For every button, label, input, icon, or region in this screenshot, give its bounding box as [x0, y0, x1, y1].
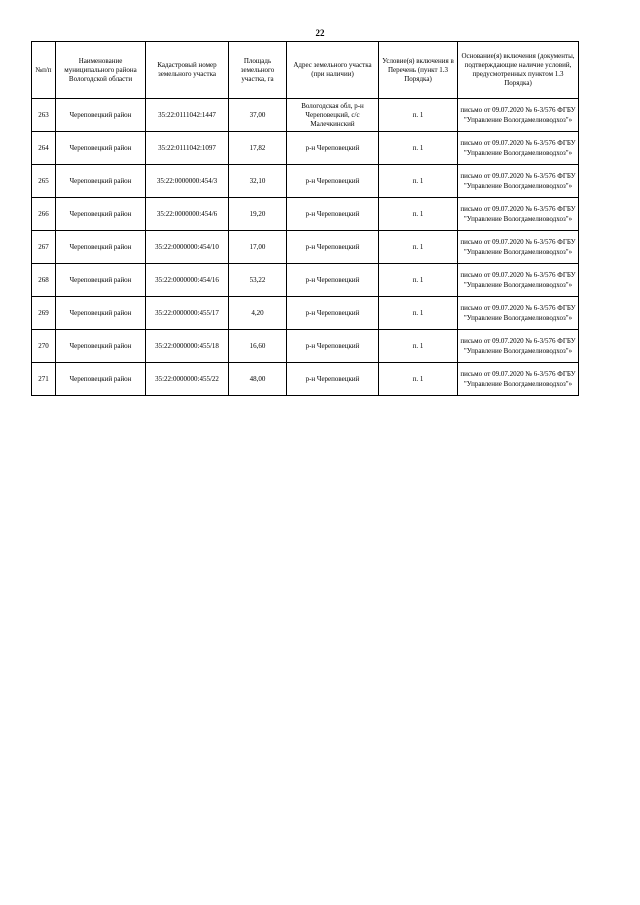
- table-row: [32, 330, 579, 363]
- land-registry-table: [31, 41, 579, 396]
- table-row: [32, 297, 579, 330]
- cell-district: Череповецкий район: [56, 132, 146, 165]
- cell-condition: п. 1: [379, 330, 458, 363]
- cell-cadastral: 35:22:0000000:455/17: [146, 297, 229, 330]
- cell-condition: п. 1: [379, 363, 458, 396]
- cell-address: р-н Череповецкий: [287, 264, 379, 297]
- cell-basis: письмо от 09.07.2020 № 6-3/576 ФГБУ "Управление Вологдамелиоводхоз"»: [458, 264, 579, 297]
- cell-number: 263: [32, 99, 56, 132]
- cell-number: 265: [32, 165, 56, 198]
- cell-address: р-н Череповецкий: [287, 297, 379, 330]
- cell-cadastral: 35:22:0000000:454/3: [146, 165, 229, 198]
- cell-number: 270: [32, 330, 56, 363]
- page-number: 22: [315, 28, 325, 38]
- cell-condition: п. 1: [379, 231, 458, 264]
- cell-condition: п. 1: [379, 198, 458, 231]
- cell-number: 269: [32, 297, 56, 330]
- table-row: [32, 99, 579, 132]
- cell-basis: письмо от 09.07.2020 № 6-3/576 ФГБУ "Управление Вологдамелиоводхоз"»: [458, 132, 579, 165]
- header-cell-area: Площадь земельного участка, га: [229, 42, 287, 99]
- table-header: [32, 42, 579, 99]
- cell-cadastral: 35:22:0000000:454/16: [146, 264, 229, 297]
- cell-address: р-н Череповецкий: [287, 231, 379, 264]
- cell-basis: письмо от 09.07.2020 № 6-3/576 ФГБУ "Управление Вологдамелиоводхоз"»: [458, 330, 579, 363]
- cell-number: 264: [32, 132, 56, 165]
- cell-condition: п. 1: [379, 264, 458, 297]
- cell-condition: п. 1: [379, 132, 458, 165]
- header-cell-address: Адрес земельного участка (при наличии): [287, 42, 379, 99]
- cell-basis: письмо от 09.07.2020 № 6-3/576 ФГБУ "Управление Вологдамелиоводхоз"»: [458, 231, 579, 264]
- cell-cadastral: 35:22:0000000:455/22: [146, 363, 229, 396]
- cell-number: 266: [32, 198, 56, 231]
- cell-cadastral: 35:22:0111042:1447: [146, 99, 229, 132]
- cell-basis: письмо от 09.07.2020 № 6-3/576 ФГБУ "Управление Вологдамелиоводхоз"»: [458, 99, 579, 132]
- cell-area: 53,22: [229, 264, 287, 297]
- cell-cadastral: 35:22:0000000:454/10: [146, 231, 229, 264]
- cell-area: 17,00: [229, 231, 287, 264]
- cell-district: Череповецкий район: [56, 264, 146, 297]
- table-row: [32, 132, 579, 165]
- cell-cadastral: 35:22:0111042:1097: [146, 132, 229, 165]
- cell-basis: письмо от 09.07.2020 № 6-3/576 ФГБУ "Управление Вологдамелиоводхоз"»: [458, 363, 579, 396]
- cell-area: 37,00: [229, 99, 287, 132]
- cell-district: Череповецкий район: [56, 297, 146, 330]
- cell-number: 267: [32, 231, 56, 264]
- cell-address: р-н Череповецкий: [287, 132, 379, 165]
- cell-district: Череповецкий район: [56, 330, 146, 363]
- cell-address: р-н Череповецкий: [287, 363, 379, 396]
- cell-district: Череповецкий район: [56, 198, 146, 231]
- cell-address: Вологодская обл, р-н Череповецкий, с/с Малечкинский: [287, 99, 379, 132]
- cell-area: 17,82: [229, 132, 287, 165]
- cell-area: 4,20: [229, 297, 287, 330]
- cell-condition: п. 1: [379, 165, 458, 198]
- header-cell-cadastral: Кадастровый номер земельного участка: [146, 42, 229, 99]
- cell-basis: письмо от 09.07.2020 № 6-3/576 ФГБУ "Управление Вологдамелиоводхоз"»: [458, 198, 579, 231]
- header-cell-basis: Основание(я) включения (документы, подтверждающие наличие условий, предусмотренных пунктом 1.3 Порядка): [458, 42, 579, 99]
- table-body: [32, 99, 579, 396]
- cell-cadastral: 35:22:0000000:454/6: [146, 198, 229, 231]
- cell-address: р-н Череповецкий: [287, 165, 379, 198]
- cell-number: 268: [32, 264, 56, 297]
- cell-district: Череповецкий район: [56, 363, 146, 396]
- table-row: [32, 198, 579, 231]
- header-cell-condition: Условие(я) включения в Перечень (пункт 1.3 Порядка): [379, 42, 458, 99]
- cell-cadastral: 35:22:0000000:455/18: [146, 330, 229, 363]
- cell-condition: п. 1: [379, 99, 458, 132]
- header-cell-district: Наименование муниципального района Вологодской области: [56, 42, 146, 99]
- cell-area: 19,20: [229, 198, 287, 231]
- table-row: [32, 231, 579, 264]
- cell-address: р-н Череповецкий: [287, 330, 379, 363]
- cell-address: р-н Череповецкий: [287, 198, 379, 231]
- table-row: [32, 264, 579, 297]
- cell-area: 48,00: [229, 363, 287, 396]
- cell-basis: письмо от 09.07.2020 № 6-3/576 ФГБУ "Управление Вологдамелиоводхоз"»: [458, 297, 579, 330]
- header-row: [32, 42, 579, 99]
- cell-number: 271: [32, 363, 56, 396]
- cell-condition: п. 1: [379, 297, 458, 330]
- cell-basis: письмо от 09.07.2020 № 6-3/576 ФГБУ "Управление Вологдамелиоводхоз"»: [458, 165, 579, 198]
- cell-area: 32,10: [229, 165, 287, 198]
- table-row: [32, 363, 579, 396]
- cell-district: Череповецкий район: [56, 165, 146, 198]
- table-row: [32, 165, 579, 198]
- cell-district: Череповецкий район: [56, 99, 146, 132]
- cell-area: 16,60: [229, 330, 287, 363]
- header-cell-number: №п/п: [32, 42, 56, 99]
- cell-district: Череповецкий район: [56, 231, 146, 264]
